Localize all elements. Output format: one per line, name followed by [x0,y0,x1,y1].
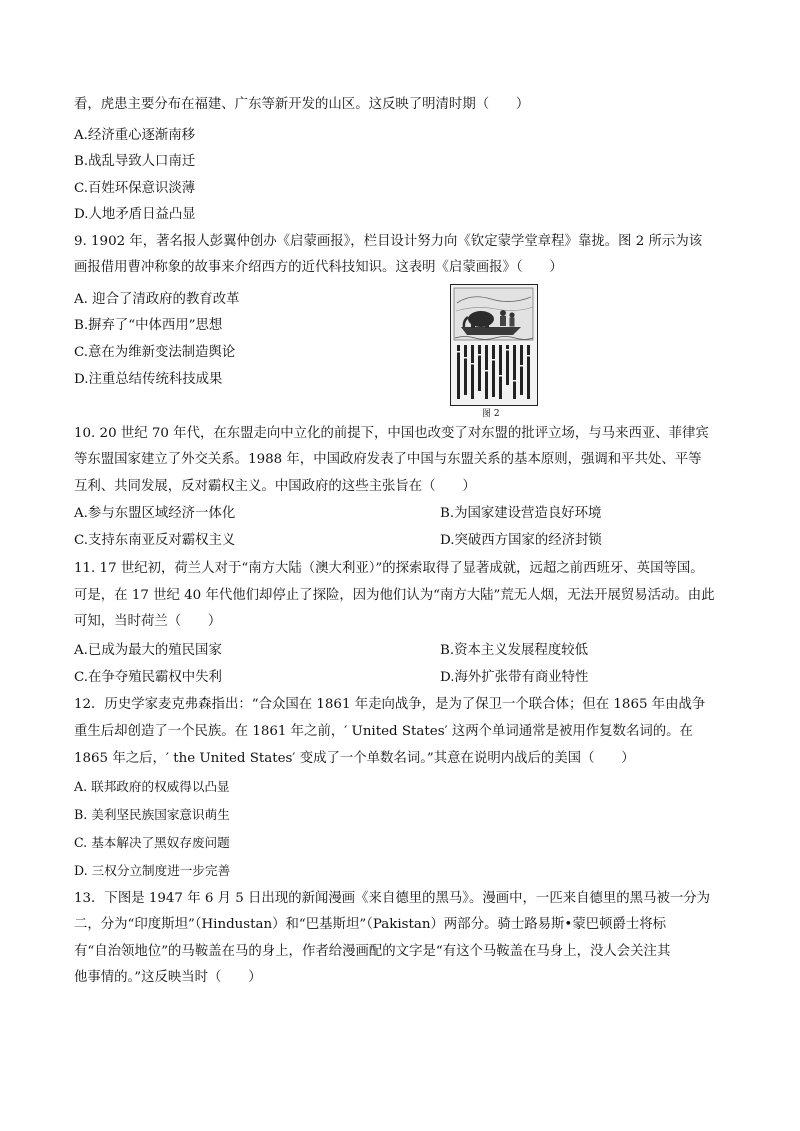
q10-stem-line2: 等东盟国家建立了外交关系。1988 年，中国政府发表了中国与东盟关系的基本原则，强调和平共处、平等 [74,452,702,467]
q8-option-a: A.经济重心逐渐南移 [74,128,196,143]
q8-option-d: D.人地矛盾日益凸显 [74,207,196,222]
q10-option-a: A.参与东盟区域经济一体化 [74,506,236,521]
q8-option-c: C.百姓环保意识淡薄 [74,181,196,196]
q9-option-b: B.摒弃了“中体西用”思想 [74,318,223,333]
q13-stem-line1: 13．下图是 1947 年 6 月 5 日出现的新闻漫画《来自德里的黑马》。漫画中，一匹来自德里的黑马被一分为 [74,891,711,906]
q13-stem-line4: 他事情的。”这反映当时（ ） [74,970,262,985]
q12-stem-line2: 重生后却创造了一个民族。在 1861 年之前，′ United States′ 这两个单词通常是被用作复数名词的。在 [74,724,693,739]
woodcut-picture [451,285,536,404]
q12-option-c: C. 基本解决了黑奴存废问题 [74,835,230,850]
q12-stem-line1: 12．历史学家麦克弗森指出：“合众国在 1861 年走向战争，是为了保卫一个联合体；但在 1865 年由战争 [74,697,706,712]
q8-option-b: B.战乱导致人口南迁 [74,154,196,169]
q11-option-c: C.在争夺殖民霸权中失利 [74,670,222,685]
q10-option-d: D.突破西方国家的经济封锁 [440,533,602,548]
q12-option-b: B. 美利坚民族国家意识萌生 [74,807,230,822]
q11-option-d: D.海外扩张带有商业特性 [440,670,589,685]
figure-2-illustration [450,284,538,406]
q13-stem-line2: 二，分为“印度斯坦”（Hindustan）和“巴基斯坦”（Pakistan）两部分。骑士路易斯•蒙巴顿爵士将标 [74,917,667,932]
q11-option-a: A.已成为最大的殖民国家 [74,643,222,658]
q9-option-c: C.意在为维新变法制造舆论 [74,345,236,360]
q9-option-a: A. 迎合了清政府的教育改革 [74,292,240,307]
q10-stem-line3: 互利、共同发展，反对霸权主义。中国政府的这些主张旨在（ ） [74,479,476,494]
q10-option-b: B.为国家建设营造良好环境 [440,506,602,521]
q12-option-a: A. 联邦政府的权威得以凸显 [74,779,230,794]
q11-stem-line1: 11. 17 世纪初，荷兰人对于“南方大陆（澳大利亚）”的探索取得了显著成就，远超之前西班牙、英国等国。 [74,561,704,576]
q13-stem-line3: 有“自治领地位”的马鞍盖在马的身上，作者给漫画配的文字是“有这个马鞍盖在马身上，没人会关注其 [74,944,671,959]
q11-option-b: B.资本主义发展程度较低 [440,643,589,658]
q11-stem-line3: 可知，当时荷兰（ ） [74,614,222,629]
q8-stem: 看，虎患主要分布在福建、广东等新开发的山区。这反映了明清时期（ ） [74,97,530,112]
q11-stem-line2: 可是，在 17 世纪 40 年代他们却停止了探险，因为他们认为“南方大陆”荒无人烟，无法开展贸易活动。由此 [74,588,715,603]
figure-2-caption: 图 2 [482,409,500,419]
q10-stem-line1: 10. 20 世纪 70 年代，在东盟走向中立化的前提下，中国也改变了对东盟的批评立场，与马来西亚、菲律宾 [74,426,709,441]
q9-stem-line2: 画报借用曹冲称象的故事来介绍西方的近代科技知识。这表明《启蒙画报》（ ） [74,260,563,275]
q9-option-d: D.注重总结传统科技成果 [74,372,223,387]
q12-option-d: D. 三权分立制度进一步完善 [74,863,231,878]
q9-stem-line1: 9. 1902 年，著名报人彭翼仲创办《启蒙画报》，栏目设计努力向《钦定蒙学堂章程》靠拢。图 2 所示为该 [74,234,703,249]
q10-option-c: C.支持东南亚反对霸权主义 [74,533,236,548]
q12-stem-line3: 1865 年之后，′ the United States′ 变成了一个单数名词。”其意在说明内战后的美国（ ） [74,751,635,766]
